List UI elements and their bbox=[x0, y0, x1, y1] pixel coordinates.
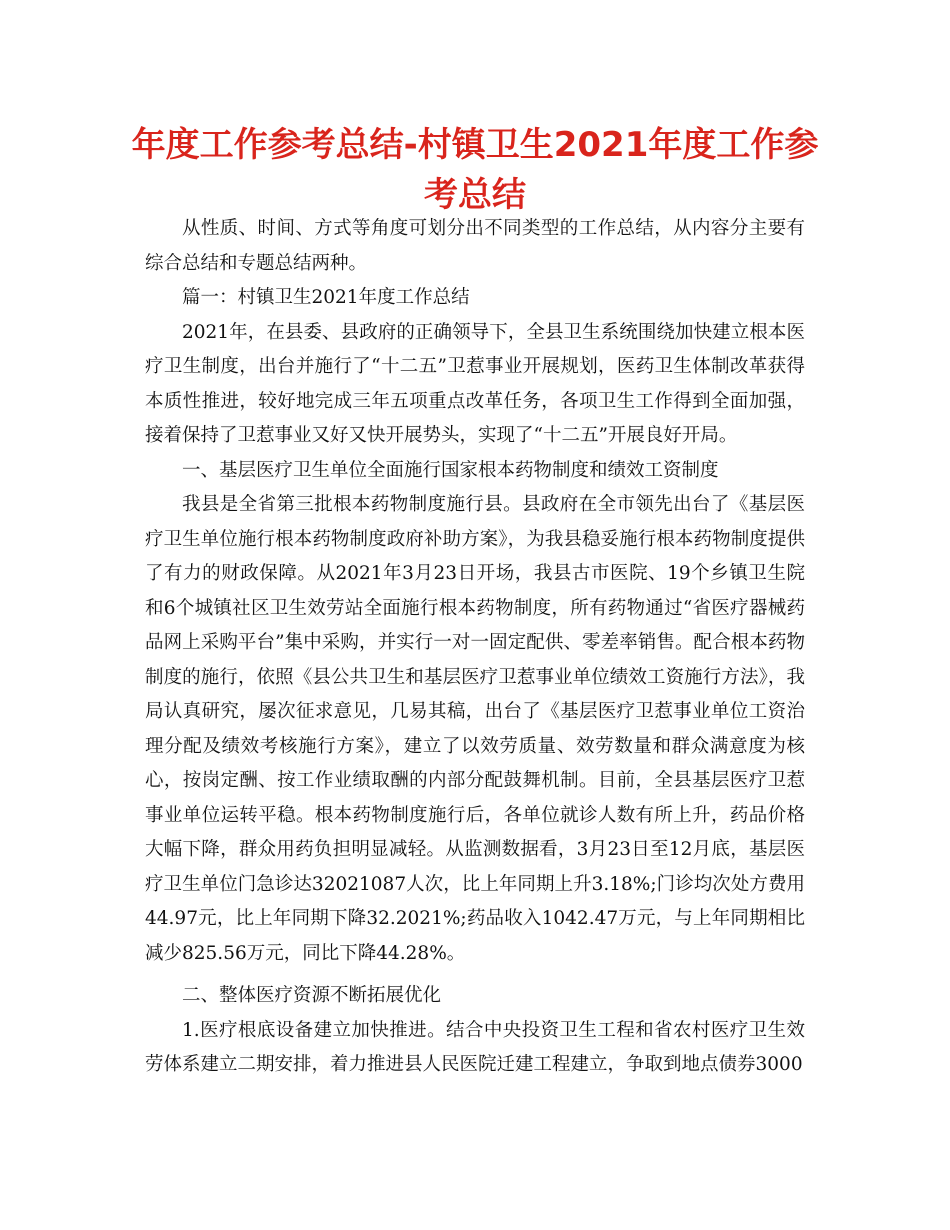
paragraph-overview: 2021年，在县委、县政府的正确领导下，全县卫生系统围绕加快建立根本医疗卫生制度，出台并施行了“十二五”卫惹事业开展规划，医药卫生体制改革获得本质性推进，较好地完成三年五项重点改革任务，各项卫生工作得到全面加强，接着保持了卫惹事业又好又快开展势头，实现了“十二五”开展良好开局。 bbox=[145, 321, 805, 446]
paragraph-section-1: 我县是全省第三批根本药物制度施行县。县政府在全市领先出台了《基层医疗卫生单位施行根本药物制度政府补助方案》，为我县稳妥施行根本药物制度提供了有力的财政保障。从2021年3月23日开场，我县古市医院、19个乡镇卫生院和6个城镇社区卫生效劳站全面施行根本药物制度，所有药物通过“省医疗器械药品网上采购平台”集中采购，并实行一对一固定配供、零差率销售。配合根本药物制度的施行，依照《县公共卫生和基层医疗卫惹事业单位绩效工资施行方法》，我局认真研究，屡次征求意见，几易其稿，出台了《基层医疗卫惹事业单位工资治理分配及绩效考核施行方案》，建立了以效劳质量、效劳数量和群众满意度为核心，按岗定酬、按工作业绩取酬的内部分配鼓舞机制。目前，全县基层医疗卫惹事业单位运转平稳。根本药物制度施行后，各单位就诊人数有所上升，药品价格大幅下降，群众用药负担明显减轻。从监测数据看，3月23日至12月底，基层医疗卫生单位门急诊达32021087人次，比上年同期上升3.18%;门诊均次处方费用44.97元，比上年同期下降32.2021%;药品收入1042.47万元，与上年同期相比减少825.56万元，同比下降44.28%。 bbox=[145, 494, 805, 964]
document-body bbox=[145, 212, 805, 1083]
document-title: 年度工作参考总结-村镇卫生2021年度工作参考总结 bbox=[131, 125, 819, 215]
paragraph-intro: 从性质、时间、方式等角度可划分出不同类型的工作总结，从内容分主要有综合总结和专题总结两种。 bbox=[145, 218, 805, 274]
section-heading-2: 二、整体医疗资源不断拓展优化 bbox=[182, 985, 442, 1006]
paragraph-chapter-heading: 篇一：村镇卫生2021年度工作总结 bbox=[182, 287, 470, 308]
section-heading-1: 一、基层医疗卫生单位全面施行国家根本药物制度和绩效工资制度 bbox=[182, 459, 719, 481]
paragraph-section-2: 1.医疗根底设备建立加快推进。结合中央投资卫生工程和省农村医疗卫生效劳体系建立二期安排，着力推进县人民医院迁建工程建立，争取到地点债券3000 bbox=[145, 1019, 805, 1075]
